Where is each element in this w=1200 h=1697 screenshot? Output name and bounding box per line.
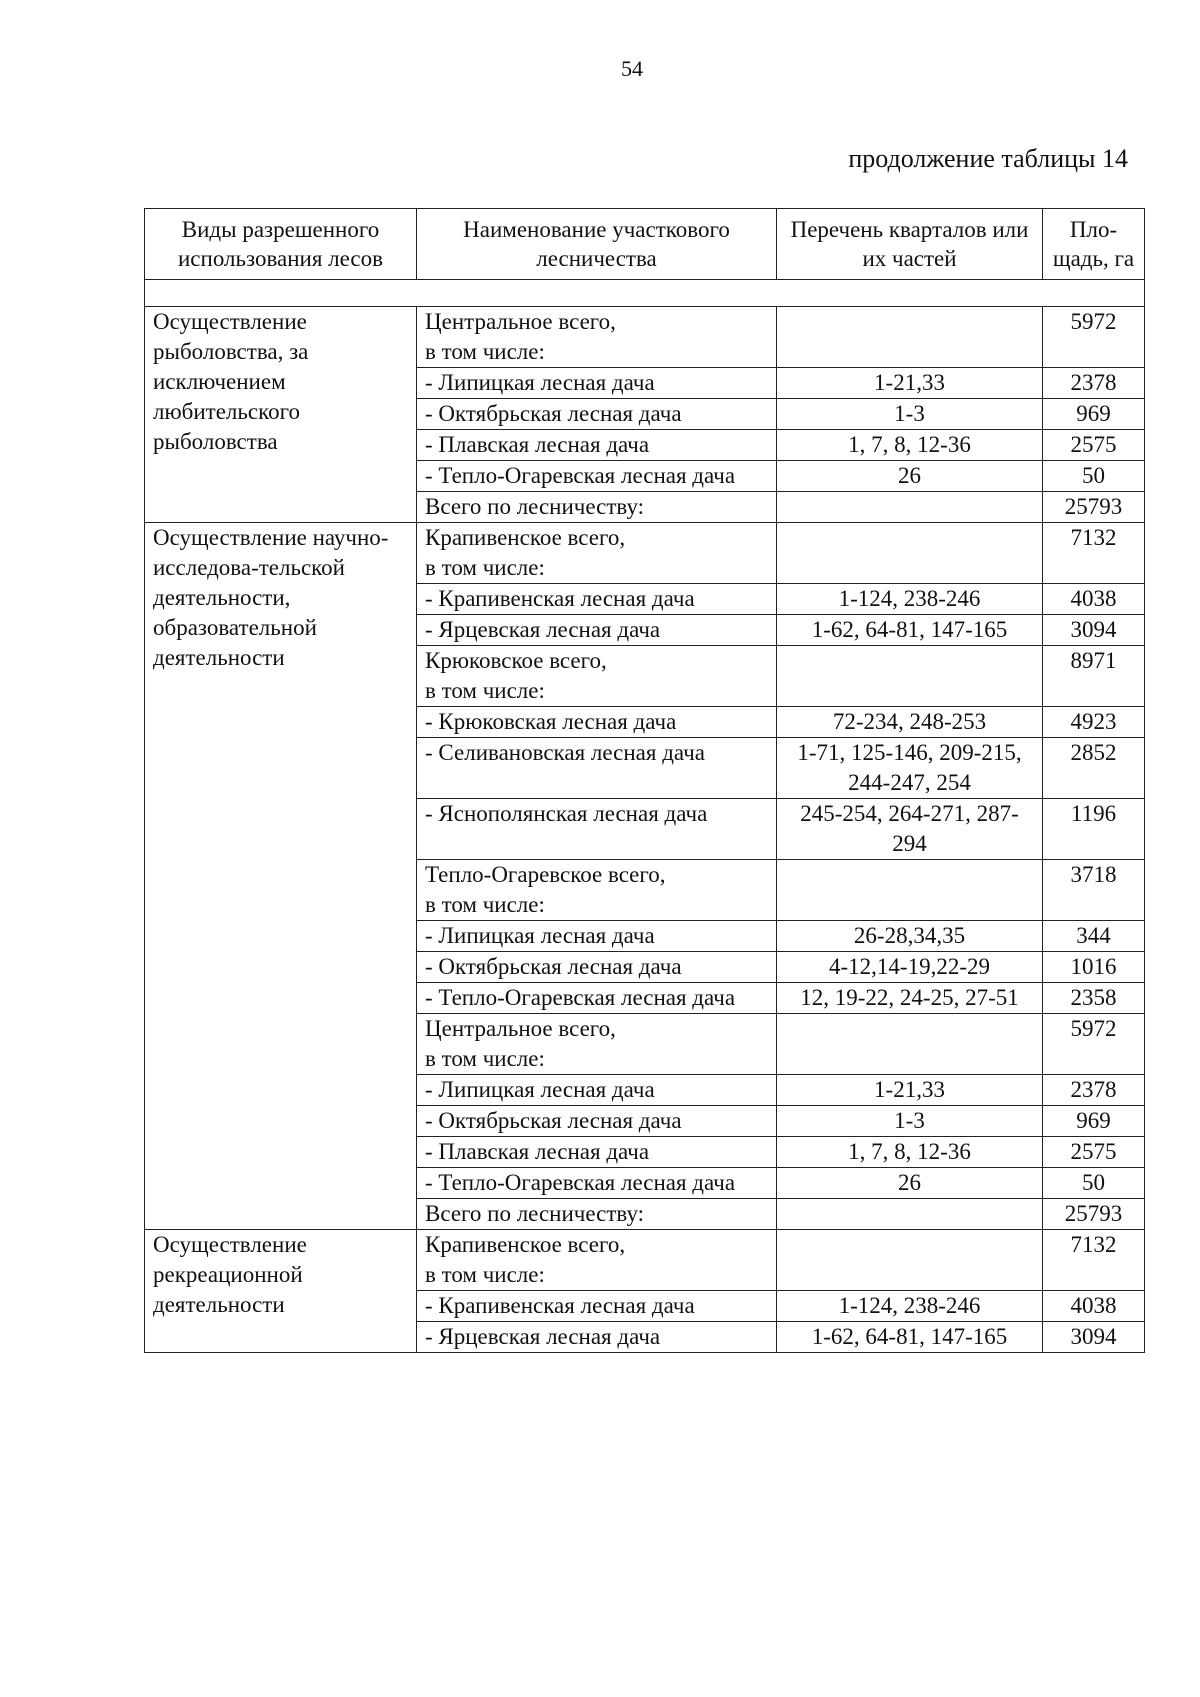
area-cell: 2852 bbox=[1043, 738, 1145, 799]
forestry-name-cell: Центральное всего, в том числе: bbox=[417, 1014, 777, 1075]
quarters-cell: 1, 7, 8, 12-36 bbox=[777, 430, 1043, 461]
forestry-name-cell: Всего по лесничеству: bbox=[417, 492, 777, 523]
area-cell: 2378 bbox=[1043, 1075, 1145, 1106]
quarters-cell: 1-62, 64-81, 147-165 bbox=[777, 615, 1043, 646]
forestry-name-cell: - Октябрьская лесная дача bbox=[417, 399, 777, 430]
quarters-cell bbox=[777, 860, 1043, 921]
forestry-name-cell: - Тепло-Огаревская лесная дача bbox=[417, 1168, 777, 1199]
table-row bbox=[145, 523, 1145, 584]
quarters-cell: 1, 7, 8, 12-36 bbox=[777, 1137, 1043, 1168]
table-caption: продолжение таблицы 14 bbox=[848, 144, 1128, 173]
forestry-name-cell: Всего по лесничеству: bbox=[417, 1199, 777, 1230]
empty-separator-row bbox=[145, 280, 1145, 307]
forestry-name-cell: - Ярцевская лесная дача bbox=[417, 615, 777, 646]
quarters-cell: 1-3 bbox=[777, 399, 1043, 430]
forestry-name-cell: - Крюковская лесная дача bbox=[417, 707, 777, 738]
quarters-cell bbox=[777, 1014, 1043, 1075]
forestry-name-cell: Центральное всего, в том числе: bbox=[417, 307, 777, 368]
quarters-cell: 26 bbox=[777, 1168, 1043, 1199]
area-cell: 4038 bbox=[1043, 584, 1145, 615]
quarters-cell: 12, 19-22, 24-25, 27-51 bbox=[777, 983, 1043, 1014]
forestry-name-cell: - Крапивенская лесная дача bbox=[417, 584, 777, 615]
quarters-cell bbox=[777, 492, 1043, 523]
forestry-name-cell: Тепло-Огаревское всего, в том числе: bbox=[417, 860, 777, 921]
quarters-cell: 1-71, 125-146, 209-215, 244-247, 254 bbox=[777, 738, 1043, 799]
forestry-name-cell: - Липицкая лесная дача bbox=[417, 368, 777, 399]
area-cell: 3094 bbox=[1043, 1322, 1145, 1353]
forestry-name-cell: - Липицкая лесная дача bbox=[417, 921, 777, 952]
quarters-cell bbox=[777, 307, 1043, 368]
forest-use-table bbox=[144, 208, 1145, 1353]
forestry-name-cell: - Крапивенская лесная дача bbox=[417, 1291, 777, 1322]
area-cell: 969 bbox=[1043, 399, 1145, 430]
quarters-cell: 1-124, 238-246 bbox=[777, 584, 1043, 615]
header-area: Пло-щадь, га bbox=[1043, 209, 1145, 280]
forestry-name-cell: - Тепло-Огаревская лесная дача bbox=[417, 461, 777, 492]
forestry-name-cell: - Плавская лесная дача bbox=[417, 1137, 777, 1168]
area-cell: 2575 bbox=[1043, 430, 1145, 461]
table-row bbox=[145, 1230, 1145, 1291]
area-cell: 3718 bbox=[1043, 860, 1145, 921]
area-cell: 4923 bbox=[1043, 707, 1145, 738]
area-cell: 8971 bbox=[1043, 646, 1145, 707]
use-type-cell: Осуществление рекреационной деятельности bbox=[145, 1230, 417, 1353]
table-body bbox=[145, 307, 1145, 1353]
quarters-cell: 72-234, 248-253 bbox=[777, 707, 1043, 738]
table-row bbox=[145, 307, 1145, 368]
forestry-name-cell: - Плавская лесная дача bbox=[417, 430, 777, 461]
forestry-name-cell: Крапивенское всего, в том числе: bbox=[417, 523, 777, 584]
quarters-cell bbox=[777, 646, 1043, 707]
area-cell: 344 bbox=[1043, 921, 1145, 952]
header-use-type: Виды разрешенного использования лесов bbox=[145, 209, 417, 280]
area-cell: 969 bbox=[1043, 1106, 1145, 1137]
header-forestry-name: Наименование участкового лесничества bbox=[417, 209, 777, 280]
table-header-row bbox=[145, 209, 1145, 280]
area-cell: 7132 bbox=[1043, 523, 1145, 584]
forestry-name-cell: Крапивенское всего, в том числе: bbox=[417, 1230, 777, 1291]
area-cell: 5972 bbox=[1043, 1014, 1145, 1075]
area-cell: 7132 bbox=[1043, 1230, 1145, 1291]
header-quarters: Перечень кварталов или их частей bbox=[777, 209, 1043, 280]
forestry-name-cell: - Ярцевская лесная дача bbox=[417, 1322, 777, 1353]
forestry-name-cell: - Яснополянская лесная дача bbox=[417, 799, 777, 860]
area-cell: 1016 bbox=[1043, 952, 1145, 983]
quarters-cell: 1-3 bbox=[777, 1106, 1043, 1137]
area-cell: 2358 bbox=[1043, 983, 1145, 1014]
area-cell: 25793 bbox=[1043, 492, 1145, 523]
area-cell: 3094 bbox=[1043, 615, 1145, 646]
quarters-cell bbox=[777, 523, 1043, 584]
area-cell: 5972 bbox=[1043, 307, 1145, 368]
quarters-cell: 1-124, 238-246 bbox=[777, 1291, 1043, 1322]
quarters-cell: 26 bbox=[777, 461, 1043, 492]
area-cell: 50 bbox=[1043, 1168, 1145, 1199]
forestry-name-cell: Крюковское всего, в том числе: bbox=[417, 646, 777, 707]
page-number: 54 bbox=[621, 56, 643, 81]
quarters-cell bbox=[777, 1199, 1043, 1230]
forestry-name-cell: - Октябрьская лесная дача bbox=[417, 952, 777, 983]
quarters-cell: 1-21,33 bbox=[777, 1075, 1043, 1106]
area-cell: 2575 bbox=[1043, 1137, 1145, 1168]
forestry-name-cell: - Тепло-Огаревская лесная дача bbox=[417, 983, 777, 1014]
forestry-name-cell: - Липицкая лесная дача bbox=[417, 1075, 777, 1106]
forestry-name-cell: - Селивановская лесная дача bbox=[417, 738, 777, 799]
quarters-cell: 4-12,14-19,22-29 bbox=[777, 952, 1043, 983]
quarters-cell: 1-62, 64-81, 147-165 bbox=[777, 1322, 1043, 1353]
use-type-cell: Осуществление научно-исследова-тельской деятельности, образовательной деятельности bbox=[145, 523, 417, 1230]
area-cell: 50 bbox=[1043, 461, 1145, 492]
quarters-cell: 1-21,33 bbox=[777, 368, 1043, 399]
forestry-name-cell: - Октябрьская лесная дача bbox=[417, 1106, 777, 1137]
quarters-cell: 245-254, 264-271, 287-294 bbox=[777, 799, 1043, 860]
area-cell: 25793 bbox=[1043, 1199, 1145, 1230]
use-type-cell: Осуществление рыболовства, за исключением любительского рыболовства bbox=[145, 307, 417, 523]
area-cell: 1196 bbox=[1043, 799, 1145, 860]
area-cell: 4038 bbox=[1043, 1291, 1145, 1322]
area-cell: 2378 bbox=[1043, 368, 1145, 399]
quarters-cell: 26-28,34,35 bbox=[777, 921, 1043, 952]
quarters-cell bbox=[777, 1230, 1043, 1291]
